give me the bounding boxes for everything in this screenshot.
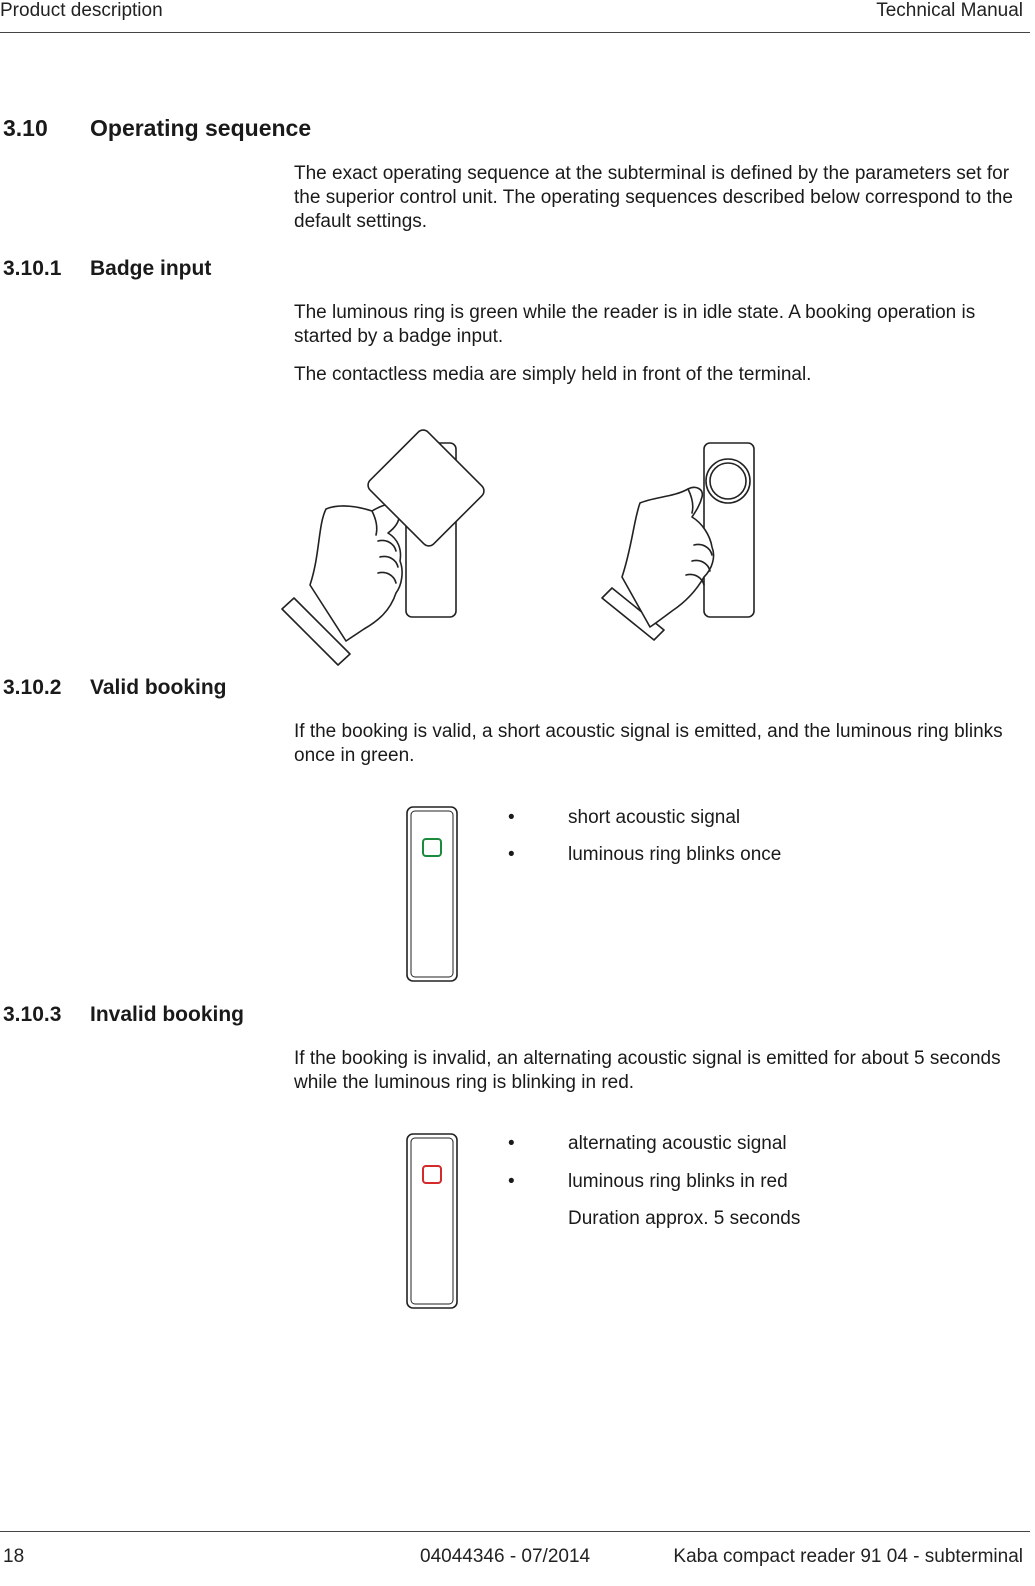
section-title: Operating sequence (90, 115, 312, 141)
header-right: Technical Manual (876, 0, 1023, 21)
invalid-bullet-2-dot: • (508, 1171, 515, 1192)
valid-booking-text: If the booking is valid, a short acoustic signal is emitted, and the luminous ring blinks once in green. (294, 721, 1003, 766)
badge-input-para1: The luminous ring is green while the reader is in idle state. A booking operation is started by a badge input. (294, 302, 976, 347)
footer-product: Kaba compact reader 91 04 - subterminal (673, 1546, 1023, 1567)
invalid-booking-title: Invalid booking (90, 1003, 245, 1026)
invalid-duration-note: Duration approx. 5 seconds (568, 1208, 801, 1229)
hand-shape (622, 487, 714, 627)
valid-bullet-1-dot: • (508, 807, 515, 828)
valid-booking-number: 3.10.2 (3, 676, 62, 699)
badge-input-para2: The contactless media are simply held in front of the terminal. (294, 364, 812, 385)
section-intro: The exact operating sequence at the subterminal is defined by the parameters set for the superior control unit. The operating sequences described below correspond to the default settings. (294, 163, 1013, 232)
invalid-bullet-1: alternating acoustic signal (568, 1133, 787, 1154)
keyfob-illustration (600, 435, 770, 650)
valid-bullet-1: short acoustic signal (568, 807, 741, 828)
badge-input-text (294, 301, 1026, 387)
invalid-booking-text: If the booking is invalid, an alternating acoustic signal is emitted for about 5 seconds while the luminous ring is blinking in red. (294, 1048, 1001, 1093)
invalid-bullet-2: luminous ring blinks in red (568, 1171, 788, 1192)
valid-bullet-2-dot: • (508, 844, 515, 865)
badge-input-title: Badge input (90, 257, 212, 280)
badge-input-number: 3.10.1 (3, 257, 62, 280)
footer-doc-number: 04044346 - 07/2014 (420, 1546, 591, 1567)
section-number: 3.10 (3, 115, 48, 141)
header-rule (0, 32, 1030, 33)
key-fob-inner (710, 463, 746, 499)
invalid-booking-number: 3.10.3 (3, 1003, 62, 1026)
footer-rule (0, 1531, 1030, 1532)
invalid-bullet-1-dot: • (508, 1133, 515, 1154)
card-illustration (280, 415, 510, 665)
valid-bullet-2: luminous ring blinks once (568, 844, 782, 865)
valid-reader-graphic (406, 806, 458, 982)
valid-booking-title: Valid booking (90, 676, 227, 699)
header-left: Product description (0, 0, 163, 21)
footer-page-number: 18 (3, 1546, 25, 1567)
hand-shape (310, 505, 402, 641)
invalid-reader-graphic (406, 1133, 458, 1309)
